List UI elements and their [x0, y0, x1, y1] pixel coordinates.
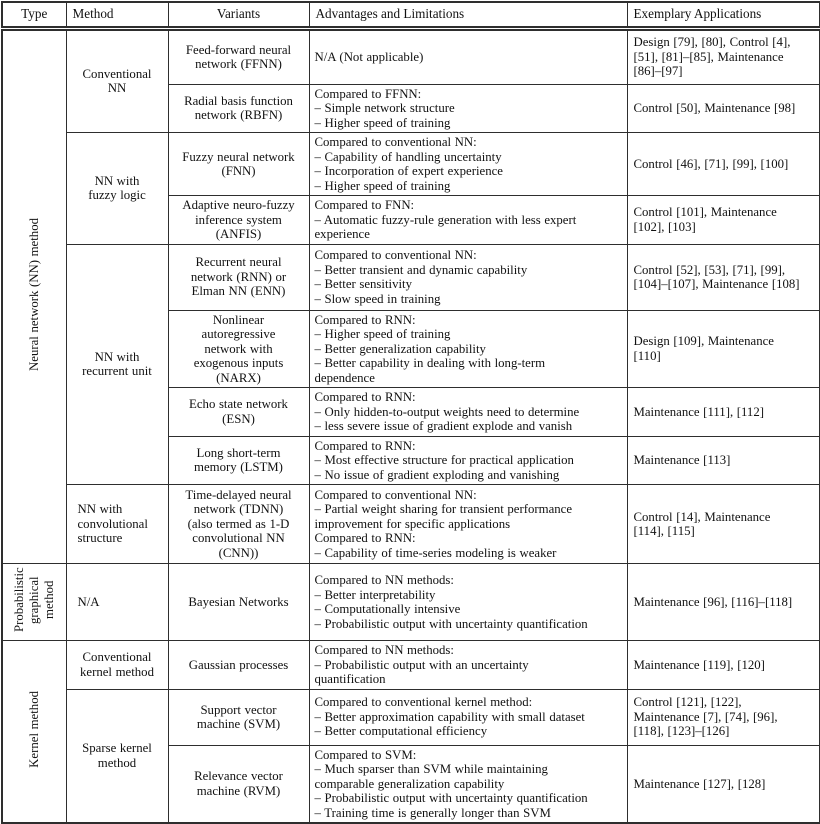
text-line: Maintenance [7], [74], [96], [633, 709, 778, 724]
text-line: [104]–[107], Maintenance [108] [633, 277, 800, 291]
text-line: NN [107, 81, 127, 96]
text-line: Compared to FNN: [314, 198, 415, 212]
text-line: Control [46], [71], [99], [100] [633, 156, 789, 171]
method-conventional-nn [66, 28, 168, 133]
text-line: Sparse kernel [82, 741, 152, 756]
text-line: – Better sensitivity [314, 277, 412, 291]
text-line: – Better approximation capability with small dataset [314, 709, 585, 724]
advantages-fnn [309, 133, 627, 196]
text-line: quantification [314, 672, 386, 686]
applications-ffnn [627, 28, 820, 84]
text-line: – Slow speed in training [314, 291, 441, 306]
advantages-narx [309, 310, 627, 388]
text-line: comparable generalization capability [314, 776, 505, 791]
variant-bayesian-networks [168, 564, 309, 641]
header-method: Method [66, 2, 168, 28]
applications-narx [627, 310, 820, 388]
advantages-rvm [309, 745, 627, 823]
text-line: [110] [633, 348, 661, 363]
text-line: method [97, 755, 137, 770]
variant-ffnn [168, 28, 309, 84]
advantages-tdnn [309, 485, 627, 564]
advantages-lstm [309, 436, 627, 485]
text-line: network (RBFN) [194, 108, 283, 123]
text-line: – Training time is generally longer than SVM [314, 805, 551, 820]
text-line: (also termed as 1-D [187, 516, 290, 531]
text-line: NN with [77, 502, 123, 517]
text-line: Maintenance [119], [120] [633, 657, 765, 672]
advantages-rnn [309, 244, 627, 310]
variant-anfis [168, 196, 309, 245]
variant-lstm [168, 436, 309, 485]
text-line: Control [50], Maintenance [98] [633, 101, 796, 115]
text-line: – less severe issue of gradient explode and vanish [314, 419, 573, 433]
text-line: network (FFNN) [195, 57, 282, 71]
text-line: kernel method [80, 664, 154, 679]
table-row-svm [2, 689, 820, 745]
applications-lstm [627, 436, 820, 485]
table-row-ffnn [2, 28, 820, 84]
text-line: NN with [94, 173, 140, 188]
text-line: Control [101], Maintenance [633, 205, 777, 220]
table-row-fnn [2, 133, 820, 196]
text-line: autoregressive [201, 327, 276, 341]
text-line: (ANFIS) [215, 227, 262, 241]
text-line: Compared to SVM: [314, 747, 417, 762]
text-line: (NARX) [216, 370, 261, 385]
text-line: Maintenance [113] [633, 453, 731, 467]
header-exemplary-applications: Exemplary Applications [627, 2, 820, 28]
text-line: network with [204, 341, 273, 356]
applications-tdnn [627, 485, 820, 564]
applications-fnn [627, 133, 820, 196]
text-line: – Probabilistic output with uncertainty quantification [314, 616, 588, 631]
text-line: Recurrent neural [195, 255, 282, 270]
text-line: Feed-forward neural [185, 42, 292, 57]
text-line: – Better computational efficiency [314, 724, 488, 739]
text-line: Nonlinear [212, 312, 265, 327]
text-line: – Only hidden-to-output weights need to determine [314, 404, 580, 419]
text-line: recurrent unit [82, 364, 152, 379]
type-label-probabilistic: Probabilistic graphical method [11, 567, 56, 633]
text-line: fuzzy logic [88, 188, 146, 203]
text-line: – Most effective structure for practical application [314, 453, 574, 467]
method-sparse-kernel [66, 689, 168, 823]
applications-esn [627, 388, 820, 437]
text-line: Compared to RNN: [314, 438, 416, 453]
text-line: Maintenance [96], [116]–[118] [633, 594, 793, 609]
text-line: machine (SVM) [196, 717, 281, 731]
text-line: N/A [77, 594, 100, 609]
table-row-tdnn [2, 485, 820, 564]
text-line: – Probabilistic output with an uncertainty [314, 657, 529, 672]
text-line: – Higher speed of training [314, 115, 451, 130]
text-line: Design [79], [80], Control [4], [633, 35, 791, 50]
text-line: Fuzzy neural network [182, 149, 295, 164]
text-line: – Much sparser than SVM while maintaining [314, 762, 548, 776]
text-line: convolutional NN [192, 531, 285, 546]
text-line: memory (LSTM) [194, 460, 283, 475]
type-label-kernel: Kernel method [26, 691, 41, 768]
advantages-esn [309, 388, 627, 437]
variant-rnn [168, 244, 309, 310]
text-line: Support vector [200, 702, 277, 717]
text-line: (ESN) [222, 411, 255, 426]
variant-gaussian-processes [168, 641, 309, 690]
text-line: improvement for specific applications [314, 516, 511, 531]
header-row [2, 2, 820, 28]
text-line: – Incorporation of expert experience [314, 164, 503, 178]
text-line: – Automatic fuzzy-rule generation with less expert [314, 212, 577, 227]
text-line: machine (RVM) [196, 783, 281, 798]
variant-rvm [168, 745, 309, 823]
text-line: – Capability of time-series modeling is weaker [314, 545, 557, 560]
text-line: [102], [103] [633, 219, 696, 234]
text-line: – Higher speed of training [314, 178, 451, 193]
advantages-rbfn [309, 84, 627, 133]
text-line: – Better interpretability [314, 587, 436, 602]
text-line: [51], [81]–[85], Maintenance [633, 49, 784, 64]
text-line: inference system [195, 212, 282, 227]
advantages-ffnn [309, 28, 627, 84]
type-group-probabilistic [2, 564, 66, 641]
type-group-neural-network [2, 28, 66, 564]
text-line: exogenous inputs [193, 356, 284, 370]
text-line: – Probabilistic output with uncertainty quantification [314, 791, 588, 805]
variant-esn [168, 388, 309, 437]
text-line: Gaussian processes [188, 657, 289, 672]
text-line: Compared to conventional NN: [314, 487, 477, 502]
text-line: convolutional [77, 516, 148, 531]
text-line: Compared to conventional NN: [314, 135, 477, 149]
applications-rvm [627, 745, 820, 823]
text-line: Echo state network [189, 397, 288, 412]
text-line: Conventional [82, 66, 152, 81]
type-label-neural-network: Neural network (NN) method [26, 218, 41, 372]
text-line: Radial basis function [184, 93, 293, 108]
text-line: Elman NN (ENN) [191, 284, 286, 299]
text-line: Adaptive neuro-fuzzy [182, 198, 295, 212]
text-line: Control [121], [122], [633, 695, 742, 710]
text-line: (CNN)) [218, 545, 259, 560]
text-line: – No issue of gradient exploding and vanishing [314, 467, 560, 482]
variant-svm [168, 689, 309, 745]
method-na [66, 564, 168, 641]
variant-tdnn [168, 485, 309, 564]
text-line: Compared to conventional kernel method: [314, 695, 533, 710]
methods-comparison-table [1, 1, 820, 824]
text-line: [114], [115] [633, 524, 695, 538]
advantages-bayesian-networks [309, 564, 627, 641]
method-nn-fuzzy-logic [66, 133, 168, 245]
method-conventional-kernel [66, 641, 168, 690]
applications-anfis [627, 196, 820, 245]
type-group-kernel [2, 641, 66, 824]
text-line: Compared to RNN: [314, 531, 416, 546]
text-line: Bayesian Networks [188, 594, 289, 609]
applications-rnn [627, 244, 820, 310]
header-variants: Variants [168, 2, 309, 28]
text-line: – Partial weight sharing for transient performance [314, 502, 573, 517]
text-line: Conventional [82, 650, 152, 665]
text-line: experience [314, 227, 370, 241]
applications-bayesian-networks [627, 564, 820, 641]
text-line: – Simple network structure [314, 101, 455, 115]
text-line: Long short-term [196, 445, 281, 460]
text-line: Design [109], Maintenance [633, 334, 774, 349]
text-line: Compared to NN methods: [314, 573, 454, 587]
text-line: – Capability of handling uncertainty [314, 149, 502, 164]
text-line: network (TDNN) [193, 502, 284, 517]
text-line: – Computationally intensive [314, 602, 461, 616]
text-line: Control [52], [53], [71], [99], [633, 262, 786, 277]
text-line: Maintenance [111], [112] [633, 404, 764, 419]
advantages-gaussian-processes [309, 641, 627, 690]
text-line: – Better generalization capability [314, 341, 486, 356]
text-line: Maintenance [127], [128] [633, 776, 766, 791]
header-advantages-limitations: Advantages and Limitations [309, 2, 627, 28]
text-line: Compared to FFNN: [314, 86, 422, 101]
text-line: Control [14], Maintenance [633, 509, 771, 524]
text-line: – Better transient and dynamic capability [314, 262, 528, 277]
text-line: (FNN) [221, 164, 256, 178]
applications-svm [627, 689, 820, 745]
text-line: Time-delayed neural [185, 487, 292, 502]
variant-fnn [168, 133, 309, 196]
table-row-rnn [2, 244, 820, 310]
text-line: network (RNN) or [190, 269, 287, 284]
variant-narx [168, 310, 309, 388]
table-row-gaussian-processes [2, 641, 820, 690]
header-type: Type [2, 2, 66, 28]
text-line: – Better capability in dealing with long-term [314, 356, 546, 370]
advantages-svm [309, 689, 627, 745]
text-line: Compared to RNN: [314, 390, 416, 404]
text-line: [86]–[97] [633, 64, 683, 79]
text-line: structure [77, 531, 123, 546]
text-line: Compared to RNN: [314, 312, 416, 327]
applications-rbfn [627, 84, 820, 133]
text-line: NN with [94, 349, 140, 364]
variant-rbfn [168, 84, 309, 133]
advantages-anfis [309, 196, 627, 245]
method-nn-recurrent-unit [66, 244, 168, 485]
text-line: N/A (Not applicable) [314, 49, 424, 64]
table-row-bayesian [2, 564, 820, 641]
text-line: dependence [314, 370, 375, 385]
applications-gaussian-processes [627, 641, 820, 690]
text-line: Relevance vector [194, 769, 283, 784]
text-line: Compared to conventional NN: [314, 248, 477, 262]
text-line: – Higher speed of training [314, 327, 451, 341]
method-nn-convolutional [66, 485, 168, 564]
text-line: [118], [123]–[126] [633, 724, 730, 739]
text-line: Compared to NN methods: [314, 643, 454, 657]
